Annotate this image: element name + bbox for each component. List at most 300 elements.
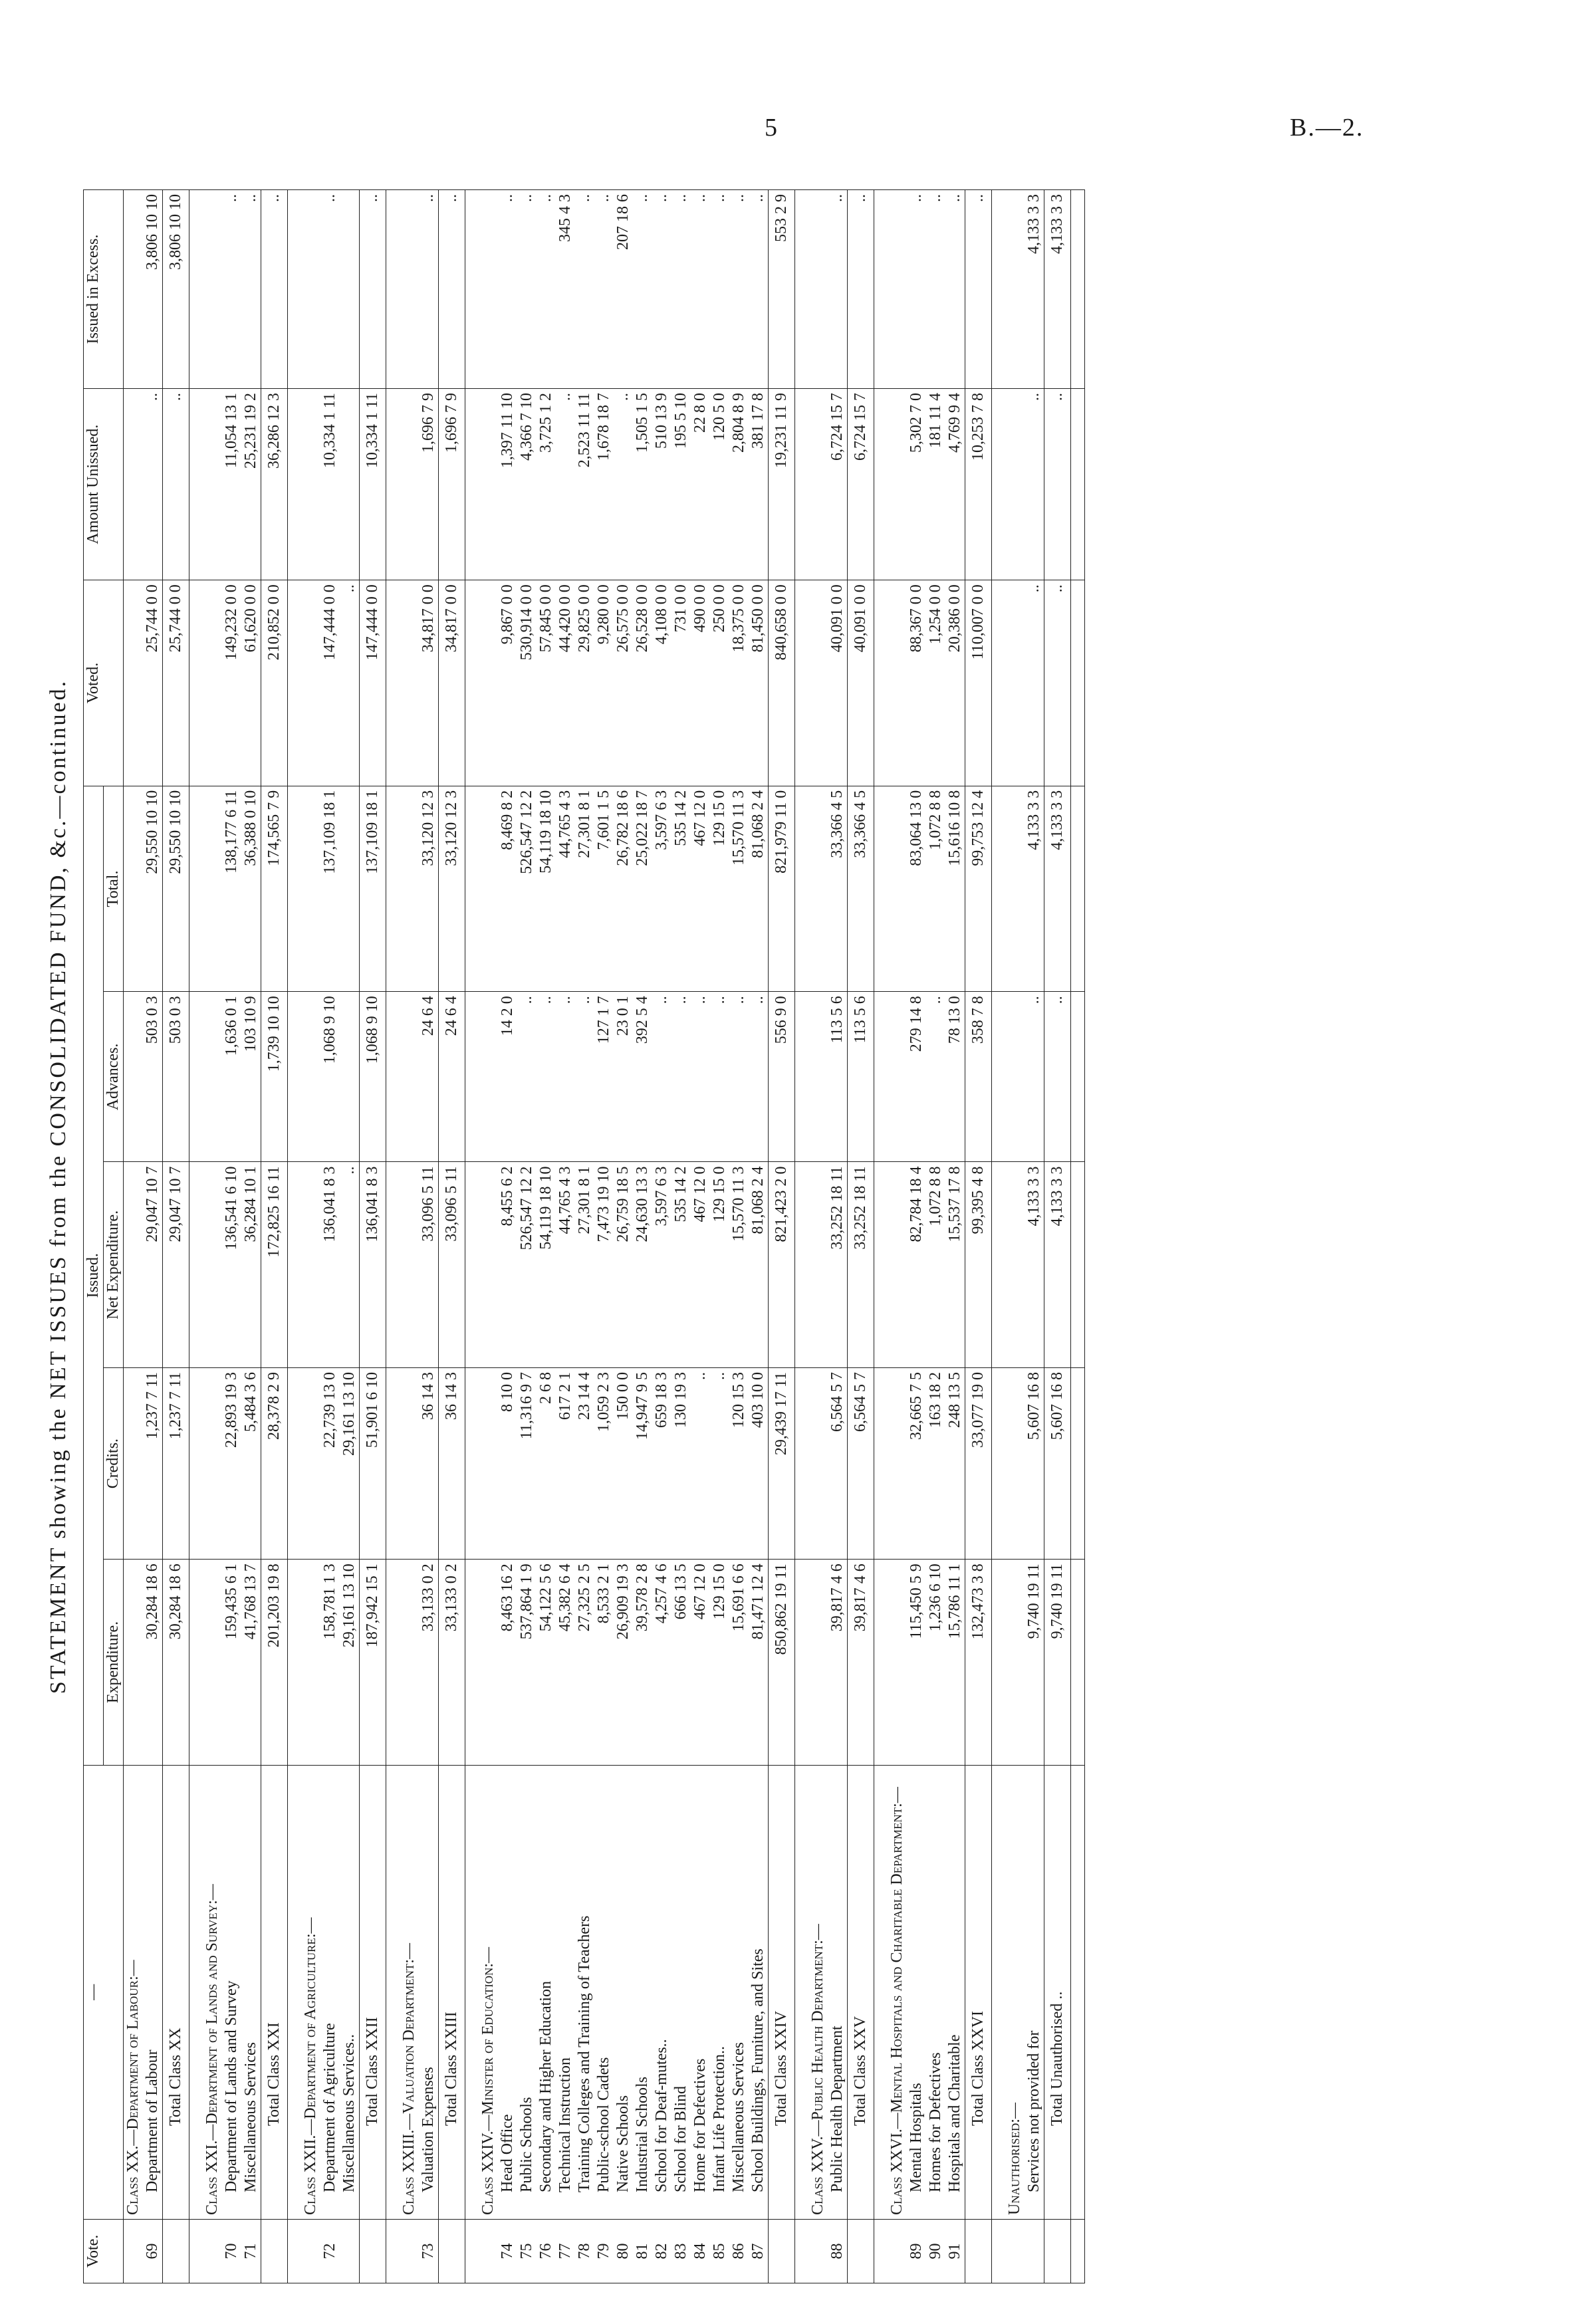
item-description: Department of Agriculture: [320, 1765, 340, 2219]
empty-cell: [1005, 1368, 1025, 1560]
total-cell: 33,366 4 5: [848, 786, 874, 992]
spacer-cell: [874, 2219, 888, 2283]
issued-in-excess-cell: ..: [729, 190, 749, 389]
advances-cell: [340, 992, 360, 1162]
vote-number: 73: [419, 2219, 439, 2283]
table-row: [517, 190, 537, 2283]
advances-cell: ..: [652, 992, 671, 1162]
item-description: Head Office: [498, 1765, 517, 2219]
net-expenditure-cell: 33,252 18 11: [848, 1162, 874, 1368]
vote-number: 72: [320, 2219, 340, 2283]
advances-cell: 24 6 4: [439, 992, 465, 1162]
empty-cell: [479, 992, 498, 1162]
issued-in-excess-cell: 4,133 3 3: [1025, 190, 1044, 389]
class-heading: Class XXIV.—Minister of Education:—: [479, 1765, 498, 2219]
total-cell: 33,120 12 3: [439, 786, 465, 992]
total-label: Total Unauthorised ..: [1044, 1765, 1071, 2219]
spacer-cell: [288, 1560, 302, 1766]
vote-number: 89: [907, 2219, 926, 2283]
spacer-cell: [465, 1368, 479, 1560]
empty-cell: [888, 1560, 907, 1766]
voted-cell: 26,528 0 0: [633, 580, 652, 786]
spacer-cell: [386, 2219, 400, 2283]
total-row: [965, 190, 992, 2283]
empty-cell: [124, 388, 144, 580]
empty-cell: [1005, 1162, 1025, 1368]
issued-in-excess-cell: ..: [926, 190, 945, 389]
vote-number: 83: [671, 2219, 691, 2283]
credits-cell: 23 14 4: [575, 1368, 594, 1560]
net-expenditure-cell: 54,119 18 10: [537, 1162, 556, 1368]
vote-number: 87: [749, 2219, 769, 2283]
empty-cell: [888, 580, 907, 786]
class-heading-row: [888, 190, 907, 2283]
total-cell: 138,177 6 11: [222, 786, 241, 992]
credits-cell: 14,947 9 5: [633, 1368, 652, 1560]
net-expenditure-cell: 33,096 5 11: [419, 1162, 439, 1368]
item-description: Department of Labour: [143, 1765, 163, 2219]
net-expenditure-cell: 33,096 5 11: [439, 1162, 465, 1368]
spacer-cell: [874, 580, 888, 786]
spacer-cell: [465, 2219, 479, 2283]
table-row: [222, 190, 241, 2283]
vote-number: 79: [594, 2219, 614, 2283]
credits-cell: 5,607 16 8: [1044, 1368, 1071, 1560]
advances-cell: 503 0 3: [163, 992, 189, 1162]
table-row: [498, 190, 517, 2283]
credits-cell: 150 0 0: [614, 1368, 633, 1560]
spacer-cell: [992, 1162, 1006, 1368]
empty-cell: [808, 1162, 828, 1368]
empty-cell: [301, 1560, 320, 1766]
advances-cell: 1,739 10 10: [261, 992, 288, 1162]
expenditure-cell: 4,257 4 6: [652, 1560, 671, 1766]
issued-in-excess-cell: ..: [498, 190, 517, 389]
header-amount-unissued-label: Amount Unissued.: [84, 424, 102, 544]
item-description: Training Colleges and Training of Teachers: [575, 1765, 594, 2219]
spacer-cell: [1071, 388, 1085, 580]
header-net-expenditure: Net Expenditure.: [104, 1162, 124, 1368]
spacer-cell: [874, 786, 888, 992]
spacer-cell: [465, 1560, 479, 1766]
total-cell: 33,366 4 5: [828, 786, 848, 992]
issued-in-excess-cell: ..: [537, 190, 556, 389]
net-expenditure-cell: 29,047 10 7: [143, 1162, 163, 1368]
expenditure-cell: 115,450 5 9: [907, 1560, 926, 1766]
spacer-cell: [189, 992, 203, 1162]
voted-cell: 250 0 0: [710, 580, 729, 786]
spacer-cell: [992, 190, 1006, 389]
total-cell: 33,120 12 3: [419, 786, 439, 992]
amount-unissued-cell: 2,804 8 9: [729, 388, 749, 580]
class-heading-row: [1005, 190, 1025, 2283]
spacer-cell: [189, 388, 203, 580]
spacer-cell: [992, 580, 1006, 786]
spacer-cell: [874, 190, 888, 389]
empty-cell: [888, 388, 907, 580]
empty-cell: [301, 388, 320, 580]
spacer-cell: [465, 786, 479, 992]
item-description: Valuation Expenses: [419, 1765, 439, 2219]
expenditure-cell: 9,740 19 11: [1044, 1560, 1071, 1766]
spacer-cell: [874, 1560, 888, 1766]
expenditure-cell: 201,203 19 8: [261, 1560, 288, 1766]
total-row: [261, 190, 288, 2283]
voted-cell: 25,744 0 0: [143, 580, 163, 786]
total-label: Total Class XXV: [848, 1765, 874, 2219]
issued-in-excess-cell: ..: [320, 190, 340, 389]
spacer-cell: [795, 1765, 809, 2219]
total-cell: 821,979 11 0: [769, 786, 795, 992]
voted-cell: 4,108 0 0: [652, 580, 671, 786]
spacer-cell: [795, 1162, 809, 1368]
spacer-cell: [992, 1368, 1006, 1560]
header-issued-in-excess: [84, 190, 124, 389]
spacer-cell: [189, 190, 203, 389]
vote-number: 69: [143, 2219, 163, 2283]
empty-cell: [301, 1162, 320, 1368]
net-expenditure-cell: 4,133 3 3: [1044, 1162, 1071, 1368]
credits-cell: 6,564 5 7: [848, 1368, 874, 1560]
spacer-cell: [189, 1560, 203, 1766]
spacer-cell: [874, 1765, 888, 2219]
item-description: Public Health Department: [828, 1765, 848, 2219]
class-heading: Class XXVI.—Mental Hospitals and Charitable Department:—: [888, 1765, 907, 2219]
voted-cell: 1,254 0 0: [926, 580, 945, 786]
item-description: Homes for Defectives: [926, 1765, 945, 2219]
credits-cell: 8 10 0: [498, 1368, 517, 1560]
total-cell: 3,597 6 3: [652, 786, 671, 992]
total-cell: 36,388 0 10: [241, 786, 261, 992]
empty-cell: [1005, 992, 1025, 1162]
empty-cell: [808, 992, 828, 1162]
spacer-cell: [189, 1765, 203, 2219]
credits-cell: 5,484 3 6: [241, 1368, 261, 1560]
expenditure-cell: 9,740 19 11: [1025, 1560, 1044, 1766]
empty-cell: [124, 1368, 144, 1560]
credits-cell: 617 2 1: [556, 1368, 575, 1560]
amount-unissued-cell: 22 8 0: [691, 388, 710, 580]
total-cell: 467 12 0: [691, 786, 710, 992]
class-heading-row: [400, 190, 419, 2283]
issued-in-excess-cell: ..: [222, 190, 241, 389]
vote-number: [848, 2219, 874, 2283]
table-row: [614, 190, 633, 2283]
issued-in-excess-cell: ..: [360, 190, 386, 389]
document-reference: B.—2.: [1290, 114, 1364, 142]
vote-number: 76: [537, 2219, 556, 2283]
voted-cell: 81,450 0 0: [749, 580, 769, 786]
empty-cell: [301, 786, 320, 992]
voted-cell: 147,444 0 0: [360, 580, 386, 786]
issued-in-excess-cell: 207 18 6: [614, 190, 633, 389]
issued-in-excess-cell: 553 2 9: [769, 190, 795, 389]
empty-cell: [301, 580, 320, 786]
spacer-cell: [288, 1765, 302, 2219]
empty-cell: [808, 786, 828, 992]
empty-cell: [400, 1162, 419, 1368]
amount-unissued-cell: 6,724 15 7: [848, 388, 874, 580]
expenditure-cell: 26,909 19 3: [614, 1560, 633, 1766]
rotated-table: [83, 189, 1552, 2283]
total-label: Total Class XX: [163, 1765, 189, 2219]
total-cell: 535 14 2: [671, 786, 691, 992]
table-row: [907, 190, 926, 2283]
total-label: Total Class XXIII: [439, 1765, 465, 2219]
spacer-cell: [288, 1162, 302, 1368]
advances-cell: ..: [517, 992, 537, 1162]
amount-unissued-cell: ..: [143, 388, 163, 580]
spacer-cell: [1071, 190, 1085, 389]
header-total: Total.: [104, 786, 124, 992]
voted-cell: 9,867 0 0: [498, 580, 517, 786]
amount-unissued-cell: 25,231 19 2: [241, 388, 261, 580]
total-cell: 137,109 18 1: [360, 786, 386, 992]
advances-cell: 23 0 1: [614, 992, 633, 1162]
total-cell: 25,022 18 7: [633, 786, 652, 992]
advances-cell: ..: [749, 992, 769, 1162]
spacer-cell: [874, 1162, 888, 1368]
voted-cell: 840,658 0 0: [769, 580, 795, 786]
empty-cell: [124, 1162, 144, 1368]
spacer-cell: [189, 580, 203, 786]
credits-cell: 403 10 0: [749, 1368, 769, 1560]
net-expenditure-cell: 29,047 10 7: [163, 1162, 189, 1368]
vote-number: 71: [241, 2219, 261, 2283]
vote-number: [360, 2219, 386, 2283]
empty-cell: [301, 190, 320, 389]
amount-unissued-cell: 195 5 10: [671, 388, 691, 580]
expenditure-cell: 8,533 2 1: [594, 1560, 614, 1766]
amount-unissued-cell: 4,769 9 4: [945, 388, 965, 580]
expenditure-cell: 15,786 11 1: [945, 1560, 965, 1766]
total-cell: 129 15 0: [710, 786, 729, 992]
table-row: [575, 190, 594, 2283]
voted-cell: 9,280 0 0: [594, 580, 614, 786]
total-cell: 137,109 18 1: [320, 786, 340, 992]
expenditure-cell: 187,942 15 1: [360, 1560, 386, 1766]
advances-cell: ..: [1025, 992, 1044, 1162]
table-header: [84, 190, 124, 2283]
voted-cell: 40,091 0 0: [848, 580, 874, 786]
vote-cell: [124, 2219, 144, 2283]
advances-cell: ..: [710, 992, 729, 1162]
spacer-row: [1071, 190, 1085, 2283]
vote-number: 84: [691, 2219, 710, 2283]
expenditure-cell: 8,463 16 2: [498, 1560, 517, 1766]
table-row: [710, 190, 729, 2283]
item-description: Secondary and Higher Education: [537, 1765, 556, 2219]
spacer-cell: [795, 580, 809, 786]
expenditure-cell: 15,691 6 6: [729, 1560, 749, 1766]
spacer-cell: [288, 388, 302, 580]
vote-number: 74: [498, 2219, 517, 2283]
advances-cell: ..: [1044, 992, 1071, 1162]
empty-cell: [203, 1560, 222, 1766]
empty-cell: [888, 786, 907, 992]
vote-cell: [203, 2219, 222, 2283]
spacer-cell: [992, 1560, 1006, 1766]
net-expenditure-cell: 99,395 4 8: [965, 1162, 992, 1368]
empty-cell: [203, 190, 222, 389]
item-description: Technical Instruction: [556, 1765, 575, 2219]
expenditure-cell: 54,122 5 6: [537, 1560, 556, 1766]
item-description: Public-school Cadets: [594, 1765, 614, 2219]
empty-cell: [400, 992, 419, 1162]
spacer-row: [874, 190, 888, 2283]
spacer-row: [795, 190, 809, 2283]
empty-cell: [888, 1368, 907, 1560]
class-heading-row: [124, 190, 144, 2283]
header-voted: [84, 580, 124, 786]
empty-cell: [124, 190, 144, 389]
vote-cell: [479, 2219, 498, 2283]
credits-cell: 1,237 7 11: [143, 1368, 163, 1560]
net-expenditure-cell: 15,537 17 8: [945, 1162, 965, 1368]
issued-in-excess-cell: ..: [965, 190, 992, 389]
vote-cell: [888, 2219, 907, 2283]
net-expenditure-cell: 26,759 18 5: [614, 1162, 633, 1368]
voted-cell: 149,232 0 0: [222, 580, 241, 786]
spacer-cell: [992, 2219, 1006, 2283]
vote-number: [1044, 2219, 1071, 2283]
empty-cell: [400, 1368, 419, 1560]
amount-unissued-cell: 510 13 9: [652, 388, 671, 580]
voted-cell: 18,375 0 0: [729, 580, 749, 786]
empty-cell: [203, 1162, 222, 1368]
empty-cell: [888, 1162, 907, 1368]
item-description: Native Schools: [614, 1765, 633, 2219]
issued-in-excess-cell: 3,806 10 10: [163, 190, 189, 389]
net-expenditure-cell: 467 12 0: [691, 1162, 710, 1368]
spacer-cell: [288, 580, 302, 786]
spacer-cell: [1071, 580, 1085, 786]
empty-cell: [479, 786, 498, 992]
total-cell: 526,547 12 2: [517, 786, 537, 992]
voted-cell: 61,620 0 0: [241, 580, 261, 786]
issued-in-excess-cell: ..: [652, 190, 671, 389]
credits-cell: 36 14 3: [419, 1368, 439, 1560]
advances-cell: 358 7 8: [965, 992, 992, 1162]
amount-unissued-cell: 381 17 8: [749, 388, 769, 580]
item-description: School Buildings, Furniture, and Sites: [749, 1765, 769, 2219]
empty-cell: [1005, 190, 1025, 389]
table-row: [537, 190, 556, 2283]
spacer-cell: [1071, 2219, 1085, 2283]
net-expenditure-cell: 535 14 2: [671, 1162, 691, 1368]
item-description: Department of Lands and Survey: [222, 1765, 241, 2219]
amount-unissued-cell: 1,696 7 9: [419, 388, 439, 580]
empty-cell: [479, 1560, 498, 1766]
total-cell: 1,072 8 8: [926, 786, 945, 992]
voted-cell: 530,914 0 0: [517, 580, 537, 786]
spacer-cell: [465, 388, 479, 580]
credits-cell: 659 18 3: [652, 1368, 671, 1560]
issued-in-excess-cell: ..: [633, 190, 652, 389]
total-row: [439, 190, 465, 2283]
voted-cell: 25,744 0 0: [163, 580, 189, 786]
voted-cell: 26,575 0 0: [614, 580, 633, 786]
issued-in-excess-cell: ..: [241, 190, 261, 389]
advances-cell: 279 14 8: [907, 992, 926, 1162]
vote-cell: [808, 2219, 828, 2283]
empty-cell: [203, 992, 222, 1162]
spacer-cell: [386, 1560, 400, 1766]
credits-cell: 22,739 13 0: [320, 1368, 340, 1560]
total-label: Total Class XXI: [261, 1765, 288, 2219]
table-row: [945, 190, 965, 2283]
spacer-cell: [992, 1765, 1006, 2219]
spacer-cell: [189, 1162, 203, 1368]
spacer-cell: [386, 786, 400, 992]
credits-cell: 32,665 7 5: [907, 1368, 926, 1560]
expenditure-cell: 537,864 1 9: [517, 1560, 537, 1766]
empty-cell: [479, 1368, 498, 1560]
empty-cell: [808, 1368, 828, 1560]
voted-cell: 34,817 0 0: [419, 580, 439, 786]
spacer-cell: [465, 190, 479, 389]
voted-cell: 40,091 0 0: [828, 580, 848, 786]
advances-cell: ..: [671, 992, 691, 1162]
table-body: [124, 190, 1085, 2283]
credits-cell: 163 18 2: [926, 1368, 945, 1560]
total-cell: 54,119 18 10: [537, 786, 556, 992]
expenditure-cell: 467 12 0: [691, 1560, 710, 1766]
vote-number: 88: [828, 2219, 848, 2283]
issued-in-excess-cell: ..: [594, 190, 614, 389]
amount-unissued-cell: 1,505 1 5: [633, 388, 652, 580]
vote-number: 91: [945, 2219, 965, 2283]
spacer-cell: [189, 786, 203, 992]
net-expenditure-cell: 136,541 6 10: [222, 1162, 241, 1368]
credits-cell: 29,439 17 11: [769, 1368, 795, 1560]
expenditure-cell: 850,862 19 11: [769, 1560, 795, 1766]
empty-cell: [888, 992, 907, 1162]
spacer-cell: [992, 388, 1006, 580]
credits-cell: 11,316 9 7: [517, 1368, 537, 1560]
amount-unissued-cell: 2,523 11 11: [575, 388, 594, 580]
expenditure-cell: 30,284 18 6: [163, 1560, 189, 1766]
spacer-cell: [795, 992, 809, 1162]
credits-cell: 28,378 2 9: [261, 1368, 288, 1560]
table-row: [749, 190, 769, 2283]
spacer-cell: [465, 1765, 479, 2219]
credits-cell: 120 15 3: [729, 1368, 749, 1560]
expenditure-cell: 81,471 12 4: [749, 1560, 769, 1766]
empty-cell: [301, 1368, 320, 1560]
credits-cell: 29,161 13 10: [340, 1368, 360, 1560]
spacer-cell: [1071, 1162, 1085, 1368]
net-expenditure-cell: 44,765 4 3: [556, 1162, 575, 1368]
empty-cell: [479, 580, 498, 786]
voted-cell: 147,444 0 0: [320, 580, 340, 786]
amount-unissued-cell: 10,334 1 11: [360, 388, 386, 580]
total-cell: [340, 786, 360, 992]
amount-unissued-cell: 1,397 11 10: [498, 388, 517, 580]
net-expenditure-cell: 15,570 11 3: [729, 1162, 749, 1368]
expenditure-cell: 39,817 4 6: [828, 1560, 848, 1766]
table-row: [594, 190, 614, 2283]
total-row: [1044, 190, 1071, 2283]
voted-cell: ..: [1025, 580, 1044, 786]
item-description: Home for Defectives: [691, 1765, 710, 2219]
credits-cell: 36 14 3: [439, 1368, 465, 1560]
voted-cell: ..: [340, 580, 360, 786]
header-expenditure: Expenditure.: [104, 1560, 124, 1766]
item-description: Hospitals and Charitable: [945, 1765, 965, 2219]
empty-cell: [203, 786, 222, 992]
spacer-row: [386, 190, 400, 2283]
